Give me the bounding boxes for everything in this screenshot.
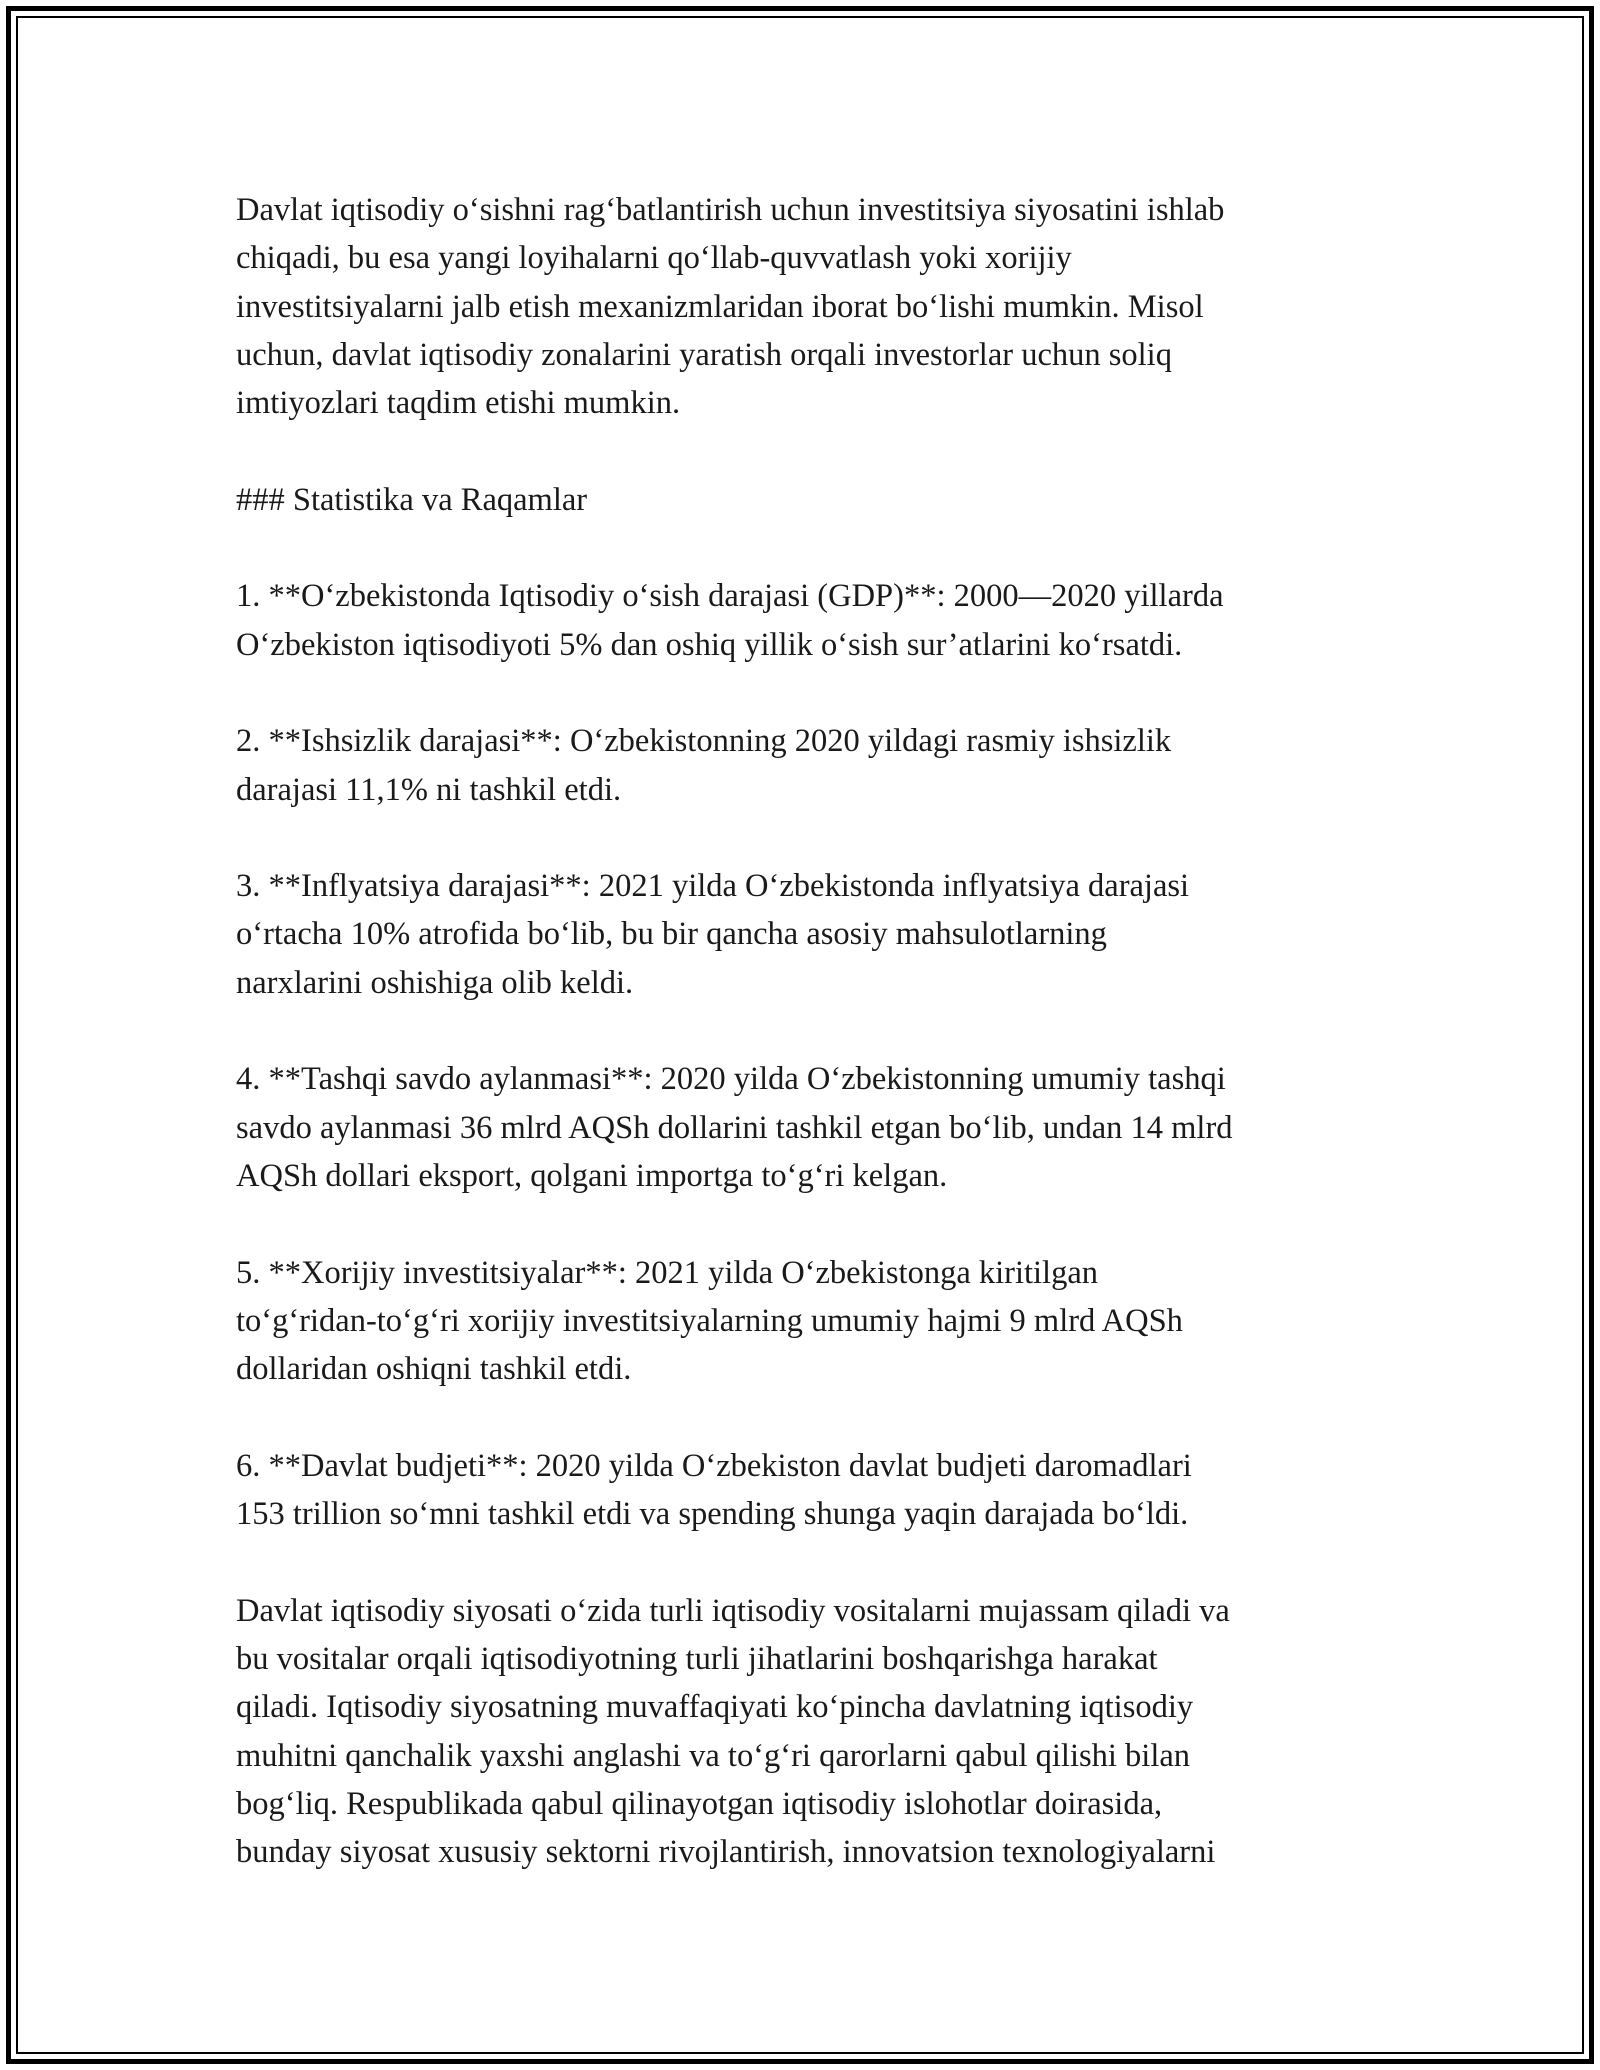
list-item-foreign-trade: 4. **Tashqi savdo aylanmasi**: 2020 yilda O‘zbekistonning umumiy tashqi savdo aylanmasi 36 mlrd AQSh dollarini tashkil etgan bo‘lib, undan 14 mlrd AQSh dollari eksport, qolgani importga to‘g‘ri kelgan. — [236, 1061, 1233, 1194]
section-heading: ### Statistika va Raqamlar — [236, 481, 588, 518]
list-item-unemployment: 2. **Ishsizlik darajasi**: O‘zbekistonning 2020 yildagi rasmiy ishsizlik darajasi 11,1% ni tashkil etdi. — [236, 723, 1172, 808]
list-item-state-budget: 6. **Davlat budjeti**: 2020 yilda O‘zbekiston davlat budjeti daromadlari 153 trillion so‘mni tashkil etdi va spending shunga yaqin darajada bo‘ldi. — [236, 1447, 1192, 1533]
list-item-gdp: 1. **O‘zbekistonda Iqtisodiy o‘sish darajasi (GDP)**: 2000—2020 yillarda O‘zbekiston iqtisodiyoti 5% dan oshiq yillik o‘sish sur’atlarini ko‘rsatdi. — [236, 578, 1224, 663]
list-item-foreign-investment: 5. **Xorijiy investitsiyalar**: 2021 yilda O‘zbekistonga kiritilgan to‘g‘ridan-to‘g‘ri xorijiy investitsiyalarning umumiy hajmi 9 mlrd AQSh dollaridan oshiqni tashkil etdi. — [236, 1254, 1183, 1388]
closing-paragraph: Davlat iqtisodiy siyosati o‘zida turli iqtisodiy vositalarni mujassam qiladi va bu vositalar orqali iqtisodiyotning turli jihatlarini boshqarishga harakat qiladi. Iqtisodiy siyosatning muvaffaqiyati ko‘pincha davlatning iqtisodiy muhitni qanchalik yaxshi anglashi va to‘g‘ri qarorlarni qabul qilishi bilan bog‘liq. Respublikada qabul qilinayotgan iqtisodiy islohotlar doirasida, bunday siyosat xususiy sektorni rivojlantirish, innovatsion texnologiyalarni — [236, 1592, 1230, 1871]
document-body — [236, 186, 1386, 1876]
list-item-inflation: 3. **Inflyatsiya darajasi**: 2021 yilda O‘zbekistonda inflyatsiya darajasi o‘rtacha 10% atrofida bo‘lib, bu bir qancha asosiy mahsulotlarning narxlarini oshishiga olib keldi. — [236, 868, 1190, 1001]
intro-paragraph: Davlat iqtisodiy o‘sishni rag‘batlantirish uchun investitsiya siyosatini ishlab chiqadi, bu esa yangi loyihalarni qo‘llab-quvvatlash yoki xorijiy investitsiyalarni jalb etish mexanizmlaridan iborat bo‘lishi mumkin. Misol uchun, davlat iqtisodiy zonalarini yaratish orqali investorlar uchun soliq imtiyozlari taqdim etishi mumkin. — [236, 192, 1225, 422]
